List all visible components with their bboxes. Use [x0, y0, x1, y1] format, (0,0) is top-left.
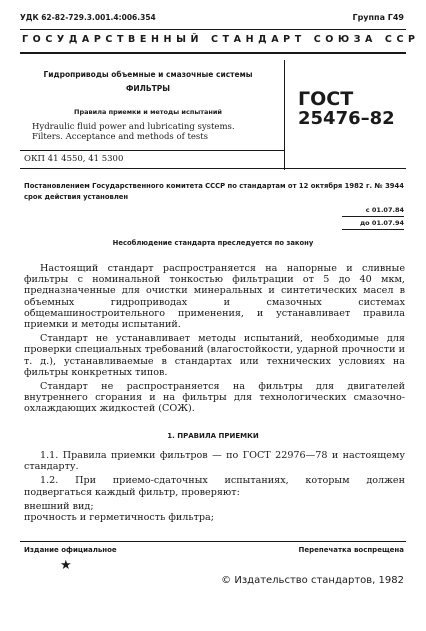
clause-1-1: 1.1. Правила приемки фильтров — по ГОСТ 22976—78 и настоящему стандарту. — [24, 450, 405, 473]
clause-1-2: 1.2. При приемо-сдаточных испытаниях, которым должен подвергаться каждый фильтр, проверяют: — [24, 475, 405, 498]
paragraph-exclusions: Стандарт не устанавливает методы испытаний, необходимые для проверки специальных требований (влагостойкости, ударной прочности и т. д.), устанавливаемые в стандартах или технических условиях на фильтры конкретных типов. — [24, 333, 405, 378]
star-icon: ★ — [60, 558, 72, 573]
standard-title: ГОСУДАРСТВЕННЫЙ СТАНДАРТ СОЮЗА ССР — [22, 34, 420, 45]
title-en-line2: Filters. Acceptance and methods of tests — [32, 132, 209, 142]
resolution-text: Постановлением Государственного комитета СССР по стандартам от 12 октября 1982 г. № 3944 срок действия установлен — [24, 182, 404, 201]
gost-number: 25476–82 — [298, 108, 395, 129]
title-rule — [20, 52, 406, 54]
valid-from: с 01.07.84 — [365, 206, 404, 214]
paragraph-scope: Настоящий стандарт распространяется на напорные и сливные фильтры с номинальной тонкостью фильтрации от 5 до 40 мкм, предназначенные для очистки минеральных и синтетических масел в объемных гидроприводах и смазочных системах общемашиностроительного применения, и устанавливает правила приемки и методы испытаний. — [24, 263, 405, 331]
official-edition-label: Издание официальное — [24, 546, 117, 554]
top-rule — [20, 29, 406, 30]
publisher-copyright: © Издательство стандартов, 1982 — [221, 575, 404, 586]
paragraph-not-applicable: Стандарт не распространяется на фильтры для двигателей внутреннего сгорания и на фильтры для технологических смазочно-охлаждающих жидкостей (СОЖ). — [24, 381, 405, 415]
title-block — [24, 68, 272, 142]
udk-code: УДК 62-82-729.3.001.4:006.354 — [20, 13, 156, 22]
validity-rule-bottom — [342, 229, 404, 230]
gost-label: ГОСТ — [298, 88, 354, 110]
okp-rule-top — [20, 150, 284, 151]
title-ru-line2: ФИЛЬТРЫ — [125, 84, 171, 93]
okp-rule-bottom — [20, 168, 406, 169]
reprint-prohibited-label: Перепечатка воспрещена — [298, 546, 404, 554]
clause-item-strength: прочность и герметичность фильтра; — [24, 512, 214, 524]
section-title: 1. ПРАВИЛА ПРИЕМКИ — [167, 432, 259, 440]
vertical-divider — [284, 60, 285, 170]
section-body — [24, 450, 405, 523]
okp-code: ОКП 41 4550, 41 5300 — [24, 154, 124, 164]
legal-notice: Несоблюдение стандарта преследуется по закону — [112, 239, 314, 247]
clause-item-appearance: внешний вид; — [24, 500, 94, 512]
title-ru-line1: Гидроприводы объемные и смазочные системы — [43, 70, 253, 79]
validity-rule — [342, 216, 404, 217]
title-en-line1: Hydraulic fluid power and lubricating systems. — [32, 122, 235, 132]
title-ru-subtitle: Правила приемки и методы испытаний — [74, 108, 222, 116]
footer-rule — [20, 541, 406, 542]
group-code: Группа Г49 — [352, 13, 404, 22]
intro-text — [24, 263, 405, 418]
valid-to: до 01.07.94 — [359, 219, 404, 227]
